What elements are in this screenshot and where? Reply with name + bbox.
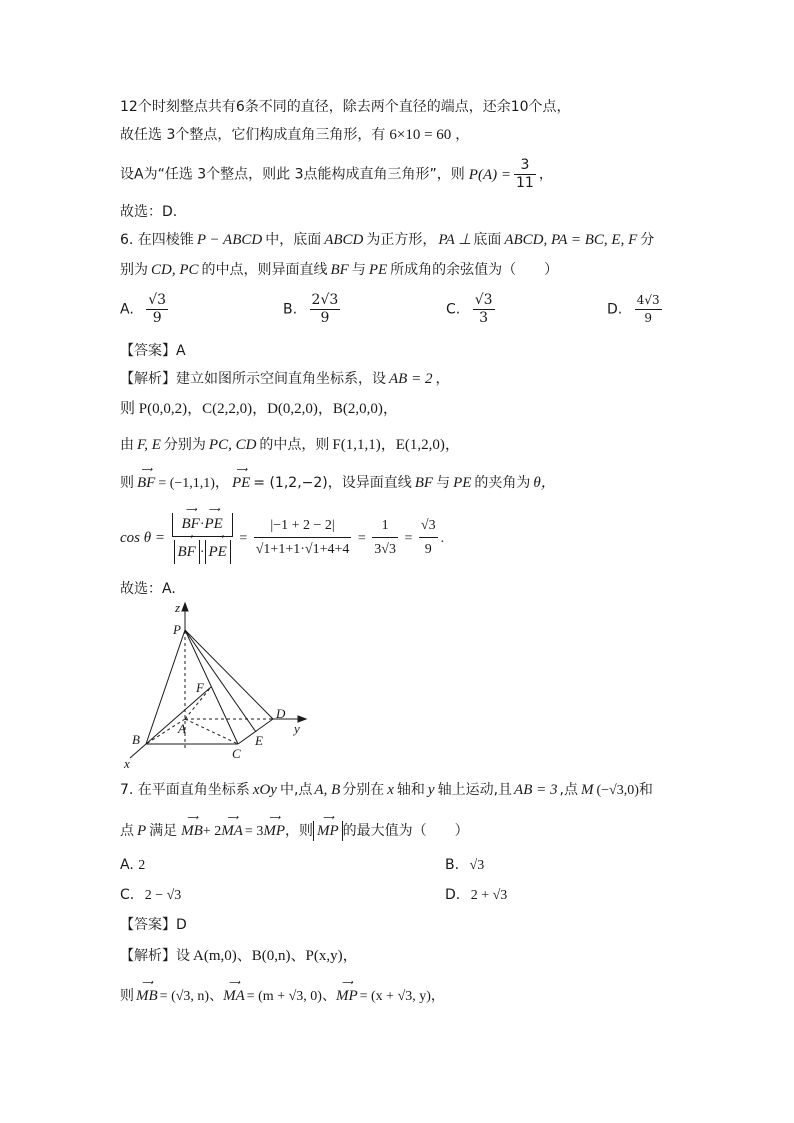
vector-mb xyxy=(136,978,158,1006)
label-a: A xyxy=(178,721,186,736)
vector xyxy=(205,531,231,564)
q6-answer xyxy=(120,341,186,361)
q6-stem-line-2 xyxy=(120,260,558,280)
math-expression: AB = 2 xyxy=(389,371,433,387)
text: 分别为 xyxy=(163,437,206,453)
text: 与 xyxy=(351,262,366,278)
text: 7. 在平面直角坐标系 xyxy=(120,782,250,798)
option-value: √3 xyxy=(469,858,485,873)
vector-name: MP xyxy=(335,988,358,1004)
coefficient: 2 xyxy=(311,292,321,308)
math-expression: (−√3,0) xyxy=(596,783,639,798)
math-expression: AB = 3 xyxy=(514,782,558,798)
text: 和 xyxy=(638,782,653,798)
vector-mp xyxy=(335,978,358,1006)
vector-name: PE xyxy=(208,543,227,560)
math-expression: = (−1,1,1)， xyxy=(158,476,229,491)
fraction-cos xyxy=(172,504,233,565)
vector-arrow-icon: ⟶ xyxy=(212,531,223,541)
math-expression: + 2 xyxy=(202,824,222,839)
abs-vector-mp xyxy=(313,813,343,841)
text: = (1,2,−2)，设异面直线 xyxy=(253,475,412,491)
q6-solution-line-4 xyxy=(120,465,556,494)
math-expression: BF xyxy=(330,262,349,278)
z-arrow-icon xyxy=(182,603,188,611)
radicand: 3 xyxy=(651,293,660,307)
denominator xyxy=(172,531,233,565)
denominator: 9 xyxy=(424,542,432,558)
math-expression: PE xyxy=(368,262,388,278)
denominator: 3 xyxy=(479,310,489,326)
q7-option-b xyxy=(445,855,484,876)
math-expression: PE xyxy=(453,475,472,491)
math-expression: = 3 xyxy=(244,824,264,839)
text: 满足 xyxy=(149,823,178,839)
q7-solution-line-2 xyxy=(120,978,445,1007)
math-expression: y xyxy=(427,782,435,798)
option-letter: A. xyxy=(120,301,134,318)
math-expression: P − ABCD xyxy=(196,232,263,248)
vector-name: PE xyxy=(231,475,251,491)
edge-ac xyxy=(185,719,238,744)
radicand: 3 xyxy=(157,292,167,308)
math-expression: F, E xyxy=(137,437,161,453)
option-value: 2 + √3 xyxy=(470,888,508,903)
q6-option-d xyxy=(607,292,665,327)
math-expression: cos θ = xyxy=(120,530,165,546)
math-expression: θ， xyxy=(533,475,556,491)
label-d: D xyxy=(276,706,286,721)
vector-arrow-icon: ⟶ xyxy=(322,813,334,822)
vector-arrow-icon: ⟶ xyxy=(186,813,198,822)
option-value: 2 xyxy=(138,858,146,873)
text: 所成角的余弦值为（ ） xyxy=(390,262,559,278)
vector-pe xyxy=(231,465,251,493)
radicand: 3 xyxy=(329,292,339,308)
numerator: √3 xyxy=(419,515,438,538)
text: 由 xyxy=(120,437,134,453)
vector-name: MP xyxy=(263,823,285,839)
dot: · xyxy=(300,542,305,558)
math-expression: A, B xyxy=(314,782,341,798)
fraction: $\frac{4√3}{9}$ xyxy=(636,293,660,325)
label-y: y xyxy=(294,721,300,736)
math-expression: = (x + √3, y)， xyxy=(359,989,445,1004)
fraction xyxy=(514,157,536,192)
radicand: 3 xyxy=(483,292,493,308)
math-expression: 则 P(0,0,2)，C(2,2,0)，D(0,2,0)，B(2,0,0)， xyxy=(120,401,398,417)
q6-solution-line-3 xyxy=(120,435,460,455)
q6-option-a xyxy=(120,292,171,327)
text: . xyxy=(440,531,445,546)
vector-mb xyxy=(181,813,203,841)
intro-line-3 xyxy=(120,157,553,192)
coefficient: 4 xyxy=(636,293,645,307)
text: 的夹角为 xyxy=(474,475,531,491)
vector-ma xyxy=(221,813,243,841)
denominator: 3√3 xyxy=(374,542,396,558)
fraction-2 xyxy=(254,515,352,562)
answer-text: 【答案】A xyxy=(120,343,186,359)
denominator: √1+1+1·√1+4+4 xyxy=(255,542,350,558)
math-expression: P(A) = xyxy=(468,166,511,183)
q7-solution-line-1 xyxy=(120,946,358,966)
denominator: 9 xyxy=(320,310,330,326)
fraction: $\frac{2√3}{9}$ xyxy=(311,292,339,326)
label-b: B xyxy=(132,732,140,747)
vector-arrow-icon: ⟶ xyxy=(181,531,192,541)
math-expression: PA ⊥ xyxy=(438,232,472,248)
text: 的中点，则异面直线 xyxy=(201,262,328,278)
text: 点 xyxy=(120,823,134,839)
text: 与 xyxy=(436,475,451,491)
vector-name: BF xyxy=(177,543,196,560)
label-p: P xyxy=(173,622,181,637)
math-expression: M xyxy=(580,782,594,798)
edge-pc xyxy=(185,630,238,744)
math-expression: = (√3, n)、 xyxy=(159,989,224,1004)
math-expression: P xyxy=(137,823,147,839)
text: 中,点 xyxy=(279,782,313,798)
vector-arrow-icon: ⟶ xyxy=(185,504,196,514)
numerator: |−1 + 2 − 2| xyxy=(254,515,352,538)
q7-stem-line-1 xyxy=(120,780,653,801)
fraction-3 xyxy=(372,515,398,562)
vector-arrow-icon: ⟶ xyxy=(268,813,280,822)
label-e: E xyxy=(255,733,263,748)
text: 分别在 xyxy=(342,782,385,798)
vector-arrow-icon: ⟶ xyxy=(228,978,240,987)
vector xyxy=(174,531,200,564)
text: 6. 在四棱锥 xyxy=(120,232,194,248)
text: 的中点，则 xyxy=(259,437,330,453)
text: ,点 xyxy=(559,782,578,798)
vector-name: MA xyxy=(223,988,245,1004)
vector-name: MP xyxy=(317,823,339,839)
text: 中，底面 xyxy=(265,232,322,248)
label-f: F xyxy=(196,680,204,695)
fraction-4 xyxy=(419,515,438,562)
dot: · xyxy=(199,544,205,560)
vector-ma xyxy=(223,978,245,1006)
text: 【解析】建立如图所示空间直角坐标系，设 xyxy=(120,371,386,387)
cos-formula: cos θ = ⟶ BF· ⟶ PE ⟶ BF · ⟶ PE = $\frac{|-1 + 2 - 2|}{√1+1+1\cdot√1+4+4}$ = $\frac{1}{3√3}$ = $\frac{√3}{9}$ . xyxy=(120,510,444,567)
vector-name: BF xyxy=(181,515,200,532)
numerator: 3 xyxy=(514,157,536,175)
vector-arrow-icon: ⟶ xyxy=(226,813,238,822)
text: 为正方形， xyxy=(366,232,437,248)
math-expression: ABCD, PA = BC, E, F xyxy=(504,232,638,248)
vector-name: PE xyxy=(204,515,223,532)
label-c: C xyxy=(232,746,241,761)
text: 别为 xyxy=(120,262,148,278)
q7-stem-line-2 xyxy=(120,813,469,842)
math-expression: PC, CD xyxy=(208,437,257,453)
option-letter: B. xyxy=(445,857,460,873)
text: 【解析】设 xyxy=(120,948,190,964)
q7-answer xyxy=(120,915,187,935)
intro-line-4 xyxy=(120,202,177,222)
math-expression: A(m,0)、B(0,n)、P(x,y)， xyxy=(193,948,358,964)
vector-arrow-icon: ⟶ xyxy=(235,465,247,474)
text: 轴上运动,且 xyxy=(437,782,513,798)
math-expression: xOy xyxy=(252,782,277,798)
q6-option-c xyxy=(446,292,498,327)
math-expression: x xyxy=(387,782,394,798)
text: 故选：D. xyxy=(120,204,178,220)
q6-solution-line-1 xyxy=(120,369,449,389)
intro-line-2 xyxy=(120,125,469,145)
radicand: 3 xyxy=(428,518,436,534)
math-expression: F(1,1,1)，E(1,2,0)， xyxy=(332,437,460,453)
text: 的最大值为（ ） xyxy=(342,823,469,839)
denominator: 9 xyxy=(644,311,652,325)
text: 则 xyxy=(120,988,134,1004)
vector-arrow-icon: ⟶ xyxy=(208,504,219,514)
vector-name: MB xyxy=(181,823,203,839)
pyramid-figure xyxy=(118,598,318,770)
option-letter: C. xyxy=(446,301,461,318)
q6-solution-line-2 xyxy=(120,399,398,419)
math-expression: ABCD xyxy=(324,232,364,248)
q7-option-a xyxy=(120,855,145,876)
label-z: z xyxy=(175,600,181,615)
q6-choose xyxy=(120,579,176,599)
q6-option-b xyxy=(283,292,343,327)
vector-arrow-icon: ⟶ xyxy=(140,465,152,474)
option-letter: B. xyxy=(283,301,298,318)
numerator: 1 xyxy=(372,515,398,538)
text: 则 xyxy=(120,475,134,491)
text: ， xyxy=(455,127,470,143)
denominator: 11 xyxy=(515,175,534,191)
text: ， xyxy=(538,166,553,183)
edge-pd xyxy=(185,630,273,719)
radicand: 3 xyxy=(388,542,396,558)
dot: · xyxy=(199,516,205,532)
option-value: 2 − √3 xyxy=(144,888,182,903)
option-letter: C. xyxy=(120,887,135,903)
denominator: 9 xyxy=(152,310,162,326)
math-expression: 6×10 = 60 xyxy=(389,127,452,143)
vector-mp xyxy=(263,813,285,841)
answer-text: 【答案】D xyxy=(120,917,187,933)
option-letter: A. xyxy=(120,857,134,873)
vector-arrow-icon: ⟶ xyxy=(341,978,353,987)
vector-name: MA xyxy=(221,823,243,839)
text: ， xyxy=(435,371,450,387)
text: 设A为“任选 3个整点，则此 3点能构成直角三角形”，则 xyxy=(120,166,465,183)
fraction: $\frac{√3}{9}$ xyxy=(148,292,167,326)
label-x: x xyxy=(124,756,130,770)
fraction: $\frac{√3}{3}$ xyxy=(474,292,493,326)
vector-bf xyxy=(137,465,156,493)
intro-line-1 xyxy=(120,97,571,117)
text: 分 xyxy=(640,232,655,248)
math-expression: BF xyxy=(414,475,434,491)
option-letter: D. xyxy=(607,301,623,318)
vector-name: BF xyxy=(137,475,156,491)
text: 轴和 xyxy=(396,782,425,798)
radicand: 1+4+4 xyxy=(312,542,350,558)
q6-stem-line-1 xyxy=(120,230,654,250)
text: 故选：A. xyxy=(120,581,176,597)
radicand: 1+1+1 xyxy=(263,542,301,558)
vector-arrow-icon: ⟶ xyxy=(141,978,153,987)
math-expression: = (m + √3, 0)、 xyxy=(246,989,336,1004)
q7-option-c xyxy=(120,885,181,906)
option-letter: D. xyxy=(445,887,461,903)
text: 故任选 3个整点，它们构成直角三角形，有 xyxy=(120,127,386,143)
coefficient: 3 xyxy=(374,542,382,558)
text: 12个时刻整点共有6条不同的直径，除去两个直径的端点，还余10个点， xyxy=(120,99,571,115)
text: ，则 xyxy=(285,823,313,839)
q7-option-d xyxy=(445,885,507,906)
text: 底面 xyxy=(473,232,502,248)
math-expression: CD, PC xyxy=(151,262,199,278)
vector-name: MB xyxy=(136,988,158,1004)
